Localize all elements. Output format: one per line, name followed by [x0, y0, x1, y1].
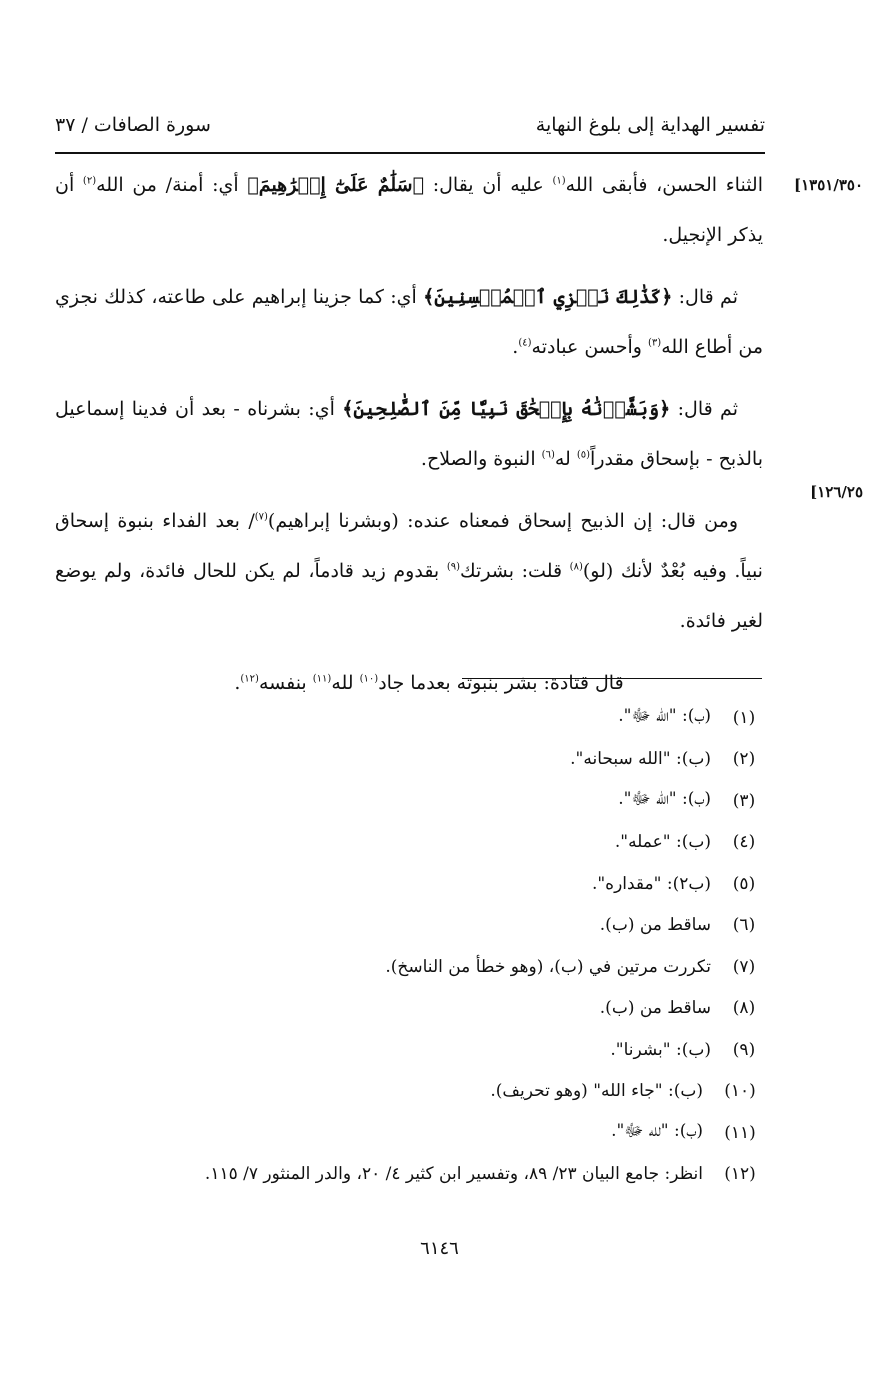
text-run: . — [512, 336, 519, 358]
footnote-text: (ب): "جاء الله" (وهو تحريف). — [490, 1081, 703, 1102]
footnote — [55, 1029, 763, 1071]
footnote-text: (ب٢): "مقداره". — [591, 873, 711, 894]
footnote-marker: (٨) — [569, 561, 583, 573]
footnote-text: ساقط من (ب). — [599, 915, 711, 936]
footnote-marker: (٥) — [576, 449, 591, 461]
text-run: ثم قال: — [672, 286, 738, 308]
text-run: أي: بشرناه - بعد أن فدينا إسماعيل بالذبح - بإسحاق مقدراً — [55, 398, 763, 470]
footnote-number: (٧) — [732, 956, 756, 977]
footnote-marker: (١) — [552, 175, 566, 187]
footnote — [55, 780, 763, 822]
quran-verse: ﴿كَذَٰلِكَ نَجۡزِي ٱلۡمُحۡسِنِينَ﴾ — [423, 286, 673, 308]
footnote-marker: (١٠) — [359, 673, 379, 685]
footnote-number: (٨) — [732, 998, 756, 1019]
running-header — [55, 108, 765, 148]
margin-reference: [١٢٦/٢٥ — [810, 483, 863, 501]
footnote-marker: (٣) — [648, 337, 662, 349]
text-run: قلت: بشرتك — [460, 560, 570, 582]
footnote-number: (١٠) — [724, 1081, 756, 1102]
text-run: عليه أن يقال: — [424, 174, 553, 196]
text-run: النبوة والصلاح. — [420, 448, 542, 470]
text-run: الثناء الحسن، فأبقى الله — [565, 174, 763, 196]
text-run: لله — [331, 672, 360, 694]
footnote-number: (١٢) — [724, 1164, 756, 1185]
text-run: أن يذكر الإنجيل. — [55, 174, 763, 246]
surah-label: سورة الصافات / ٣٧ — [55, 114, 211, 136]
text-run: له — [554, 448, 577, 470]
book-title: تفسير الهداية إلى بلوغ النهاية — [535, 114, 765, 136]
text-run: وأحسن عبادته — [531, 336, 649, 358]
footnote-text: (ب): "بشرنا". — [610, 1039, 711, 1060]
paragraph — [55, 272, 763, 372]
text-run: . — [234, 672, 241, 694]
footnote-text: (ب): "لله ﷻ". — [611, 1121, 703, 1142]
footnote — [55, 1112, 763, 1154]
footnotes — [55, 697, 763, 1195]
footnote-marker: (٤) — [518, 337, 532, 349]
footnote-marker: (٧) — [254, 511, 268, 523]
footnote-number: (١) — [732, 707, 756, 728]
footnote-number: (٥) — [732, 873, 756, 894]
footnote-marker: (٢) — [82, 175, 97, 187]
footnote-text: (ب): "الله سبحانه". — [570, 749, 711, 770]
footnote — [55, 863, 763, 905]
text-run: / بعد الفداء بنبوة إسحاق نبياً. وفيه بُعْدٌ لأنك (لو) — [55, 510, 763, 582]
footnote-text: تكررت مرتين في (ب)، (وهو خطأ من الناسخ). — [385, 956, 711, 977]
paragraph — [55, 384, 763, 484]
paragraph — [55, 496, 763, 646]
footnote-text: (ب): "الله ﷻ". — [618, 789, 711, 810]
text-run: ثم قال: — [670, 398, 738, 420]
page-number: ٦١٤٦ — [420, 1238, 459, 1259]
footnote-number: (٤) — [732, 832, 756, 853]
paragraph — [55, 160, 763, 260]
footnote-rule — [462, 678, 762, 679]
text-run: قال قتادة: بشر بنبوته بعدما جاد — [378, 672, 624, 694]
footnote — [55, 905, 763, 947]
footnote-text: ساقط من (ب). — [599, 998, 711, 1019]
margin-reference: [١٣٥١/٣٥٠ — [794, 176, 863, 194]
footnote — [55, 1071, 763, 1113]
quran-verse: ﴿سَلَٰمٌ عَلَىٰٓ إِبۡرَٰهِيمَ﴾ — [247, 174, 425, 196]
footnote-number: (٦) — [732, 915, 756, 936]
footnote-number: (٣) — [732, 790, 756, 811]
footnote — [55, 1154, 763, 1196]
footnote-number: (١١) — [724, 1122, 756, 1143]
footnote-marker: (٦) — [541, 449, 555, 461]
footnote — [55, 739, 763, 781]
footnote — [55, 822, 763, 864]
text-run: أي: كما جزينا إبراهيم على طاعته، كذلك نجزي من أطاع الله — [55, 286, 763, 358]
footnote-marker: (٩) — [446, 561, 461, 573]
footnote-number: (٩) — [732, 1039, 756, 1060]
footnote-marker: (١٢) — [240, 673, 259, 685]
main-text — [55, 160, 763, 720]
footnote-text: (ب): "عمله". — [614, 832, 711, 853]
quran-verse: ﴿وَبَشَّرۡنَٰهُ بِإِسۡحَٰقَ نَبِيّٗا مِّنَ ٱلصَّٰلِحِينَ﴾ — [342, 398, 671, 420]
footnote-number: (٢) — [732, 749, 756, 770]
text-run: بنفسه — [258, 672, 313, 694]
footnote-text: (ب): "الله ﷻ". — [618, 706, 711, 727]
header-rule — [55, 152, 765, 154]
footnote — [55, 946, 763, 988]
footnote-marker: (١١) — [312, 673, 332, 685]
text-run: بقدوم زيد قادماً، لم يكن للحال فائدة، ولم يوضع لغير فائدة. — [55, 560, 763, 632]
footnote — [55, 697, 763, 739]
footnote — [55, 988, 763, 1030]
text-run: ومن قال: إن الذبيح إسحاق فمعناه عنده: (وبشرنا إبراهيم) — [267, 510, 738, 532]
text-run: أي: أمنة/ من الله — [96, 174, 248, 196]
footnote-text: انظر: جامع البيان ٢٣/ ٨٩، وتفسير ابن كثير ٤/ ٢٠، والدر المنثور ٧/ ١١٥. — [204, 1164, 703, 1185]
